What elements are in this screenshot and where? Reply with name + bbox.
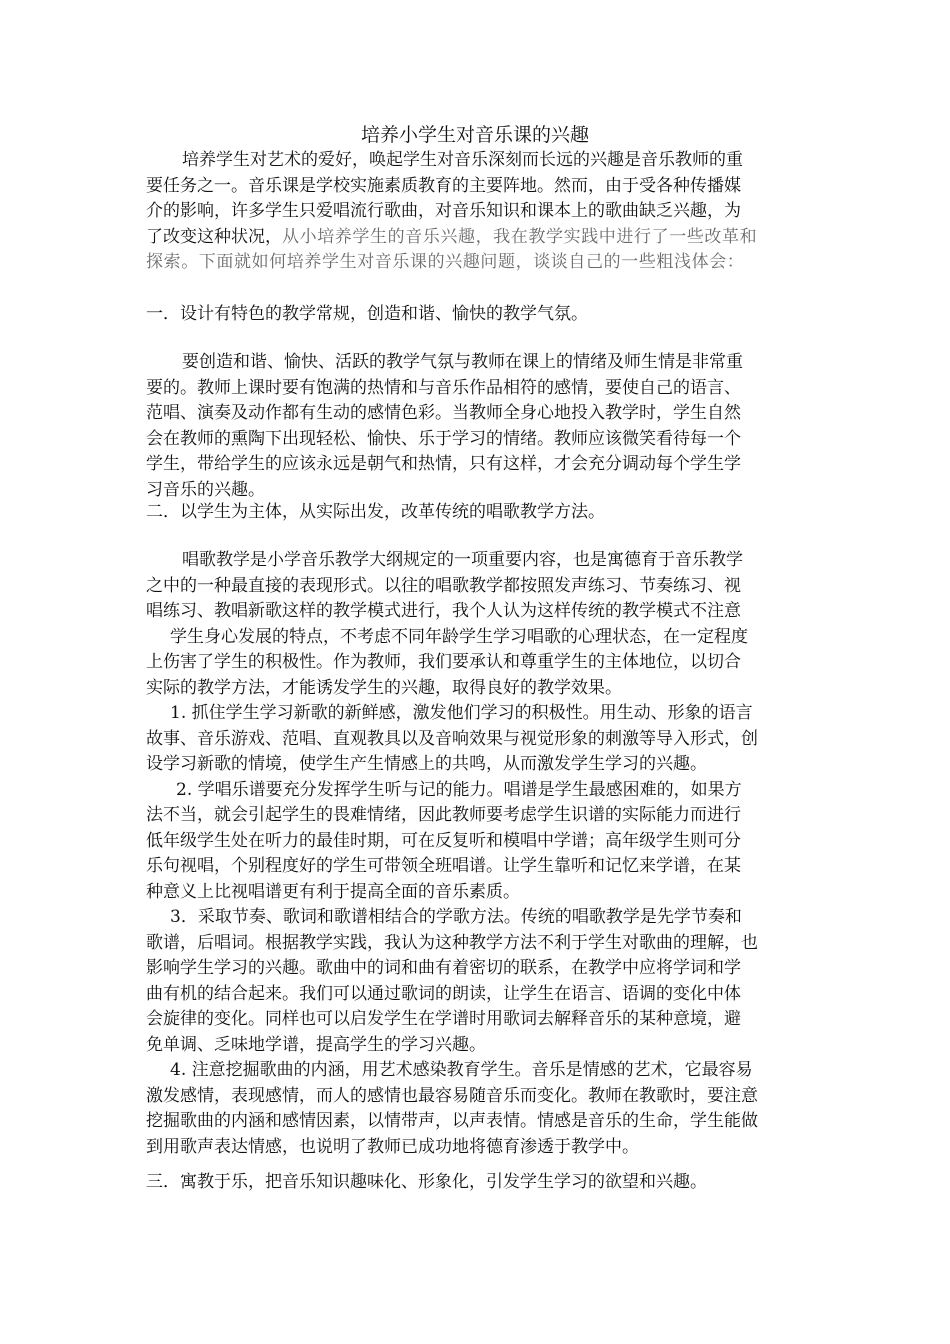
intro-line-1: 培养学生对艺术的爱好，唤起学生对音乐深刻而长远的兴趣是音乐教师的重 bbox=[182, 150, 743, 170]
section-2-paragraph bbox=[146, 548, 812, 1160]
s1-line-4: 会在教师的熏陶下出现轻松、愉快、乐于学习的情绪。教师应该微笑看待每一个 bbox=[146, 428, 741, 449]
item-1-line-1: 1. 抓住学生学习新歌的新鲜感，激发他们学习的积极性。用生动、形象的语言 bbox=[170, 703, 753, 723]
s2-line-5: 上伤害了学生的积极性。作为教师，我们要承认和尊重学生的主体地位，以切合 bbox=[146, 652, 741, 672]
intro-line-4 bbox=[146, 225, 812, 251]
document-title: 培养小学生对音乐课的兴趣 bbox=[360, 124, 589, 146]
item-3-line-6: 免单调、乏味地学谱，提高学生的学习兴趣。 bbox=[146, 1034, 486, 1055]
item-1-line-2: 故事、音乐游戏、范唱、直观教具以及音响效果与视觉形象的刺激等导入形式，创 bbox=[146, 728, 758, 749]
s1-line-2: 要的。教师上课时要有饱满的热情和与音乐作品相符的感情，要使自己的语言、 bbox=[146, 377, 741, 398]
s1-line-1: 要创造和谐、愉快、活跃的教学气氛与教师在课上的情绪及师生情是非常重 bbox=[182, 352, 743, 372]
item-3-line-4: 曲有机的结合起来。我们可以通过歌词的朗读，让学生在语言、语调的变化中体 bbox=[146, 983, 741, 1004]
item-3-line-2: 歌谱，后唱词。根据教学实践，我认为这种教学方法不利于学生对歌曲的理解，也 bbox=[146, 932, 758, 953]
item-2-line-1: 2. 学唱乐谱要充分发挥学生听与记的能力。唱谱是学生最感困难的，如果方 bbox=[176, 779, 742, 800]
intro-line-5: 探索。下面就如何培养学生对音乐课的兴趣问题，谈谈自己的一些粗浅体会： bbox=[146, 252, 745, 272]
s2-line-4: 学生身心发展的特点，不考虑不同年龄学生学习唱歌的心理状态，在一定程度 bbox=[170, 626, 748, 647]
item-2-line-3: 低年级学生处在听力的最佳时期，可在反复听和模唱中学谱；高年级学生则可分 bbox=[146, 830, 741, 851]
section-1-heading: 一．设计有特色的教学常规，创造和谐、愉快的教学气氛。 bbox=[146, 304, 588, 324]
section-2-heading: 二．以学生为主体，从实际出发，改革传统的唱歌教学方法。 bbox=[146, 502, 605, 522]
item-4-line-3: 挖掘歌曲的内涵和感情因素，以情带声，以声表情。情感是音乐的生命，学生能做 bbox=[146, 1111, 758, 1131]
item-3-line-5: 会旋律的变化。同样也可以启发学生在学谱时用歌词去解释音乐的某种意境，避 bbox=[146, 1009, 741, 1029]
intro-line-4-dark: 了改变这种状况， bbox=[146, 226, 282, 247]
intro-paragraph bbox=[146, 148, 812, 276]
item-2-line-5: 种意义上比视唱谱更有利于提高全面的音乐素质。 bbox=[146, 881, 520, 902]
item-3-line-1: 3．采取节奏、歌词和歌谱相结合的学歌方法。传统的唱歌教学是先学节奏和 bbox=[170, 907, 742, 927]
item-2-line-4: 乐句视唱，个别程度好的学生可带领全班唱谱。让学生靠听和记忆来学谱，在某 bbox=[146, 856, 741, 876]
item-4-line-2: 激发感情，表现感情，而人的感情也最容易随音乐而变化。教师在教歌时，要注意 bbox=[146, 1085, 758, 1106]
s2-line-2: 之中的一种最直接的表现形式。以往的唱歌教学都按照发声练习、节奏练习、视 bbox=[146, 575, 741, 596]
s2-line-3: 唱练习、教唱新歌这样的教学模式进行，我个人认为这样传统的教学模式不注意 bbox=[146, 601, 741, 621]
item-3-line-3: 影响学生学习的兴趣。歌曲中的词和曲有着密切的联系，在教学中应将学词和学 bbox=[146, 958, 741, 978]
s2-line-6: 实际的教学方法，才能诱发学生的兴趣，取得良好的教学效果。 bbox=[146, 677, 622, 698]
s1-line-5: 学生，带给学生的应该永远是朝气和热情，只有这样，才会充分调动每个学生学 bbox=[146, 454, 741, 474]
intro-line-2: 要任务之一。音乐课是学校实施素质教育的主要阵地。然而，由于受各种传播媒 bbox=[146, 175, 741, 196]
item-2-line-2: 法不当，就会引起学生的畏难情绪，因此教师要考虑学生识谱的实际能力而进行 bbox=[146, 805, 741, 825]
item-4-line-4: 到用歌声表达情感，也说明了教师已成功地将德育渗透于教学中。 bbox=[146, 1136, 639, 1157]
s1-line-6: 习音乐的兴趣。 bbox=[146, 479, 265, 500]
item-4-line-1: 4. 注意挖掘歌曲的内涵，用艺术感染教育学生。音乐是情感的艺术，它最容易 bbox=[170, 1060, 753, 1080]
intro-line-4-gray: 从小培养学生的音乐兴趣，我在教学实践中进行了一些改革和 bbox=[282, 226, 758, 247]
s2-line-1: 唱歌教学是小学音乐教学大纲规定的一项重要内容，也是寓德育于音乐教学 bbox=[182, 550, 743, 570]
section-3-heading: 三．寓教于乐，把音乐知识趣味化、形象化，引发学生学习的欲望和兴趣。 bbox=[146, 1172, 707, 1192]
intro-line-3: 介的影响，许多学生只爱唱流行歌曲，对音乐知识和课本上的歌曲缺乏兴趣，为 bbox=[146, 201, 741, 221]
item-1-line-3: 设学习新歌的情境，使学生产生情感上的共鸣，从而激发学生学习的兴趣。 bbox=[146, 754, 707, 774]
s1-line-3: 范唱、演奏及动作都有生动的感情色彩。当教师全身心地投入教学时，学生自然 bbox=[146, 403, 741, 423]
section-1-paragraph bbox=[146, 350, 812, 503]
